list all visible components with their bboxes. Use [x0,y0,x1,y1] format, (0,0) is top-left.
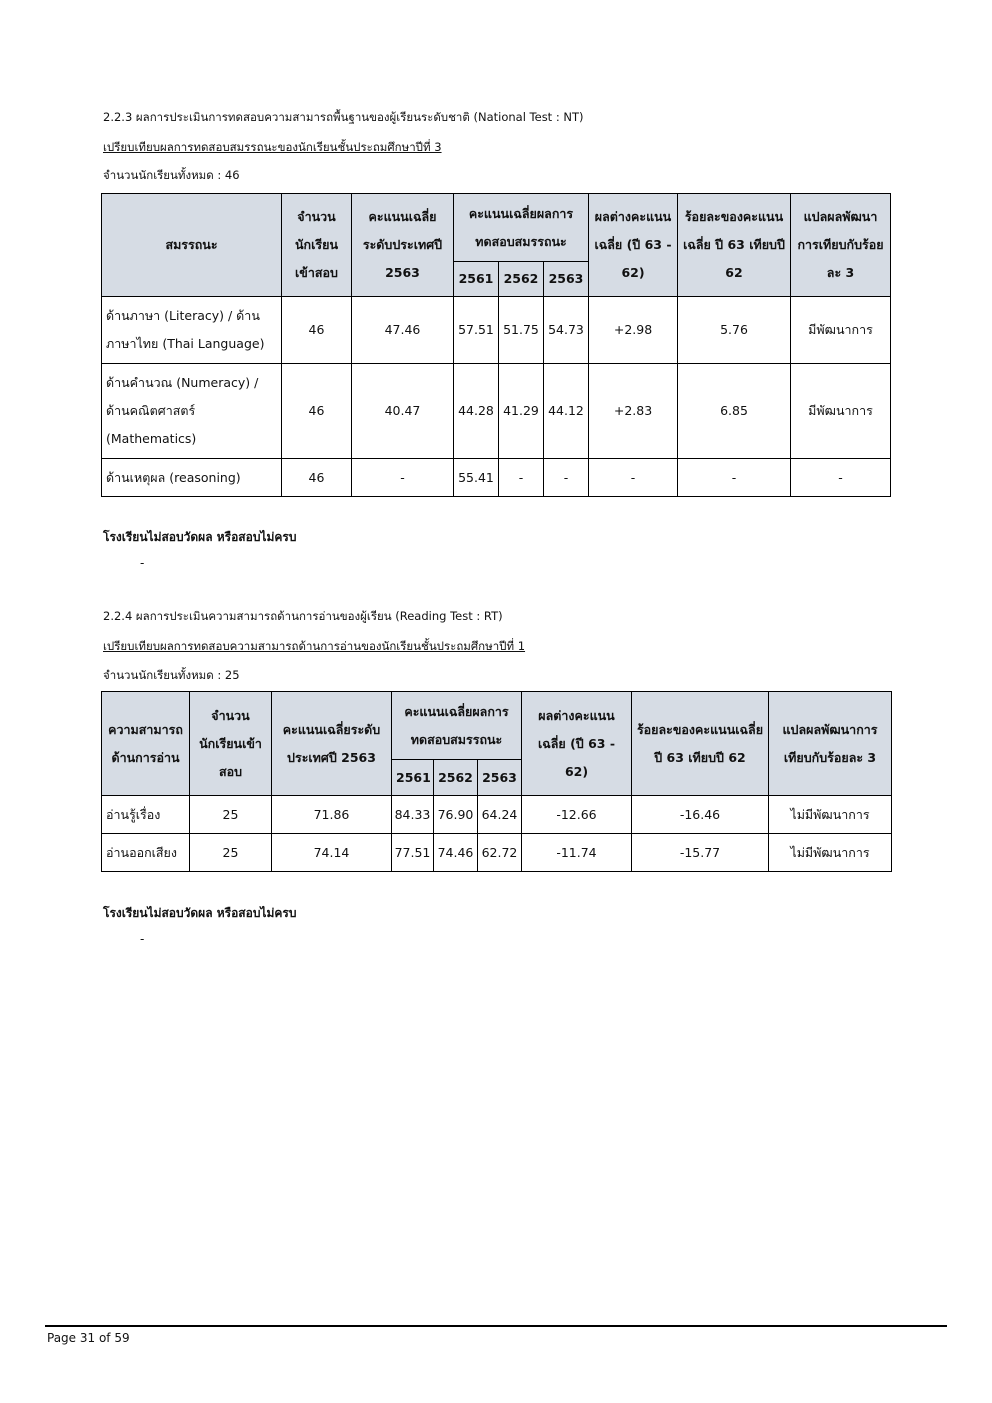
header-students: จำนวนนักเรียนเข้าสอบ [190,692,272,796]
row-interp: - [791,459,891,497]
row-interp: มีพัฒนาการ [791,297,891,364]
row-national: 47.46 [352,297,454,364]
row-interp: ไม่มีพัฒนาการ [769,796,892,834]
row-diff: -11.74 [522,834,632,872]
table-row [102,834,892,872]
row-pct: -16.46 [632,796,769,834]
row-y3: - [544,459,589,497]
row-y1: 84.33 [392,796,434,834]
note-nt: โรงเรียนไม่สอบวัดผล หรือสอบไม่ครบ [103,530,297,544]
note-value-rt: - [140,932,145,946]
header-year-2562: 2562 [434,760,478,796]
section-subtitle-nt: เปรียบเทียบผลการทดสอบสมรรถนะของนักเรียนชั้นประถมศึกษาปีที่ 3 [103,140,442,154]
section-heading-rt: 2.2.4 ผลการประเมินความสามารถด้านการอ่านของผู้เรียน (Reading Test : RT) [103,609,503,623]
row-name: ด้านภาษา (Literacy) / ด้านภาษาไทย (Thai Language) [102,297,282,364]
header-interp: แปลผลพัฒนาการเทียบกับร้อยละ 3 [791,194,891,297]
row-diff: +2.83 [589,364,678,459]
row-y3: 44.12 [544,364,589,459]
table-row [102,297,891,364]
row-students: 25 [190,796,272,834]
row-students: 46 [282,364,352,459]
row-name: อ่านรู้เรื่อง [102,796,190,834]
header-pct: ร้อยละของคะแนนเฉลี่ย ปี 63 เทียบปี 62 [632,692,769,796]
row-y2: 76.90 [434,796,478,834]
header-year-2563: 2563 [478,760,522,796]
header-pct: ร้อยละของคะแนนเฉลี่ย ปี 63 เทียบปี 62 [678,194,791,297]
row-diff: -12.66 [522,796,632,834]
row-y2: - [499,459,544,497]
row-y1: 44.28 [454,364,499,459]
row-students: 46 [282,297,352,364]
header-competency: สมรรถนะ [102,194,282,297]
row-y1: 57.51 [454,297,499,364]
row-national: 40.47 [352,364,454,459]
row-y2: 74.46 [434,834,478,872]
row-national: 74.14 [272,834,392,872]
table-row [102,459,891,497]
header-year-2561: 2561 [454,262,499,297]
row-pct: - [678,459,791,497]
table-row [102,796,892,834]
footer-rule [45,1325,947,1327]
header-year-2563: 2563 [544,262,589,297]
row-y2: 41.29 [499,364,544,459]
note-value-nt: - [140,556,145,570]
header-national: คะแนนเฉลี่ยระดับประเทศปี 2563 [272,692,392,796]
row-pct: -15.77 [632,834,769,872]
row-national: - [352,459,454,497]
row-y1: 77.51 [392,834,434,872]
header-avg: คะแนนเฉลี่ยผลการทดสอบสมรรถนะ [454,194,589,262]
student-count-nt: จำนวนนักเรียนทั้งหมด : 46 [103,168,240,182]
header-national: คะแนนเฉลี่ยระดับประเทศปี 2563 [352,194,454,297]
row-students: 25 [190,834,272,872]
section-subtitle-rt: เปรียบเทียบผลการทดสอบความสามารถด้านการอ่านของนักเรียนชั้นประถมศึกษาปีที่ 1 [103,639,526,653]
note-rt: โรงเรียนไม่สอบวัดผล หรือสอบไม่ครบ [103,906,297,920]
header-diff: ผลต่างคะแนนเฉลี่ย (ปี 63 - 62) [522,692,632,796]
row-name: อ่านออกเสียง [102,834,190,872]
header-interp: แปลผลพัฒนาการเทียบกับร้อยละ 3 [769,692,892,796]
student-count-rt: จำนวนนักเรียนทั้งหมด : 25 [103,668,240,682]
nt-table [101,193,891,497]
header-students: จำนวนนักเรียนเข้าสอบ [282,194,352,297]
rt-table [101,691,892,872]
row-diff: - [589,459,678,497]
row-students: 46 [282,459,352,497]
header-diff: ผลต่างคะแนนเฉลี่ย (ปี 63 - 62) [589,194,678,297]
header-year-2561: 2561 [392,760,434,796]
header-year-2562: 2562 [499,262,544,297]
row-y2: 51.75 [499,297,544,364]
section-heading-nt: 2.2.3 ผลการประเมินการทดสอบความสามารถพื้นฐานของผู้เรียนระดับชาติ (National Test : NT) [103,110,584,124]
row-y3: 64.24 [478,796,522,834]
row-name: ด้านเหตุผล (reasoning) [102,459,282,497]
row-pct: 6.85 [678,364,791,459]
table-row [102,364,891,459]
page-number: Page 31 of 59 [47,1331,130,1345]
row-y3: 62.72 [478,834,522,872]
row-national: 71.86 [272,796,392,834]
row-interp: ไม่มีพัฒนาการ [769,834,892,872]
row-interp: มีพัฒนาการ [791,364,891,459]
row-diff: +2.98 [589,297,678,364]
row-y1: 55.41 [454,459,499,497]
row-y3: 54.73 [544,297,589,364]
row-name: ด้านคำนวณ (Numeracy) / ด้านคณิตศาสตร์ (Mathematics) [102,364,282,459]
header-avg: คะแนนเฉลี่ยผลการทดสอบสมรรถนะ [392,692,522,760]
row-pct: 5.76 [678,297,791,364]
header-ability: ความสามารถด้านการอ่าน [102,692,190,796]
